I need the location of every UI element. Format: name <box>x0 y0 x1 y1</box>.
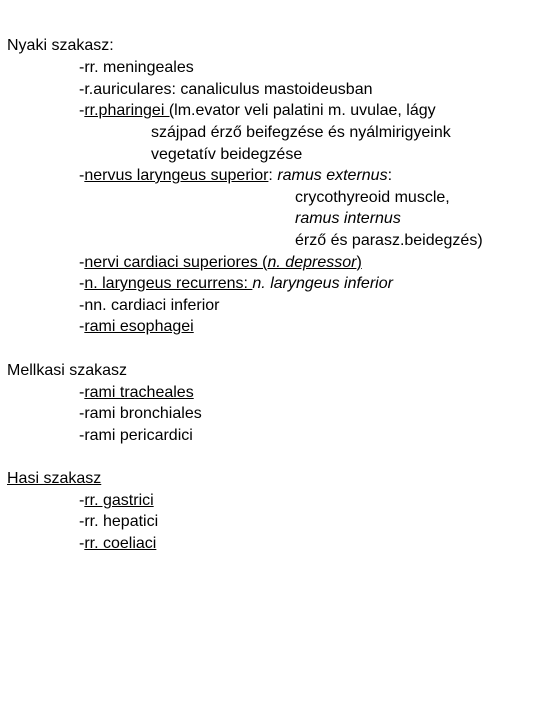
pharyngei-prefix: - <box>79 102 85 119</box>
item-recurrens <box>79 274 393 294</box>
pharyngei-underlined: rr.pharingei ( <box>84 102 175 119</box>
item-pharyngei <box>79 101 436 121</box>
neck-heading <box>7 36 114 56</box>
item-cardiaci-inferior: -nn. cardiaci inferior <box>79 297 220 314</box>
tracheales-prefix: - <box>79 384 85 401</box>
pharyngei-continuation-2: vegetatív beidegzése <box>151 146 303 163</box>
ramus-externus-colon: : <box>387 167 393 184</box>
item-cardiaci-superiores <box>79 253 362 273</box>
pharyngei-rest: lm.evator veli palatini m. uvulae, lágy <box>174 102 436 119</box>
item-auriculares: -r.auriculares: canaliculus mastoideusban <box>79 81 373 98</box>
ramus-externus-desc: crycothyreoid muscle, <box>295 189 450 206</box>
item-gastrici <box>79 491 154 511</box>
ramus-externus: ramus externus <box>277 167 388 184</box>
item-pericardici: -rami pericardici <box>79 427 193 444</box>
gastrici-underlined: rr. gastrici <box>84 492 154 509</box>
item-meningeales: -rr. meningeales <box>79 59 194 76</box>
esophagei-prefix: - <box>79 318 85 335</box>
ramus-internus: ramus internus <box>295 210 401 227</box>
item-tracheales <box>79 383 194 403</box>
esophagei-underlined: rami esophagei <box>84 318 194 335</box>
ramus-internus-desc: érző és parasz.beidegzés) <box>295 232 483 249</box>
neck-heading-text: Nyaki szakasz <box>7 37 110 54</box>
item-bronchiales: -rami bronchiales <box>79 405 202 422</box>
pharyngei-continuation-1: szájpad érző beifegzése és nyálmirigyeink <box>151 124 451 141</box>
cardiaci-superiores-underlined: nervi cardiaci superiores ( <box>84 254 268 271</box>
laryngeus-superior-prefix: - <box>79 167 85 184</box>
thorax-heading: Mellkasi szakasz <box>7 362 128 379</box>
item-esophagei <box>79 317 194 337</box>
coeliaci-prefix: - <box>79 535 85 552</box>
n-depressor: n. depressor <box>267 254 357 271</box>
cardiaci-superiores-prefix: - <box>79 254 85 271</box>
coeliaci-underlined: rr. coeliaci <box>84 535 157 552</box>
neck-heading-colon: : <box>109 37 114 54</box>
laryngeus-superior-underlined: nervus laryngeus superior <box>84 167 269 184</box>
recurrens-underlined: n. laryngeus recurrens: <box>84 275 253 292</box>
item-coeliaci <box>79 534 156 554</box>
item-laryngeus-superior <box>79 166 392 186</box>
cardiaci-superiores-close: ) <box>356 254 362 271</box>
laryngeus-superior-sep: : <box>268 167 278 184</box>
gastrici-prefix: - <box>79 492 85 509</box>
n-laryngeus-inferior: n. laryngeus inferior <box>252 275 393 292</box>
item-hepatici: -rr. hepatici <box>79 513 159 530</box>
recurrens-prefix: - <box>79 275 85 292</box>
tracheales-underlined: rami tracheales <box>84 384 194 401</box>
abdomen-heading: Hasi szakasz <box>7 470 102 487</box>
